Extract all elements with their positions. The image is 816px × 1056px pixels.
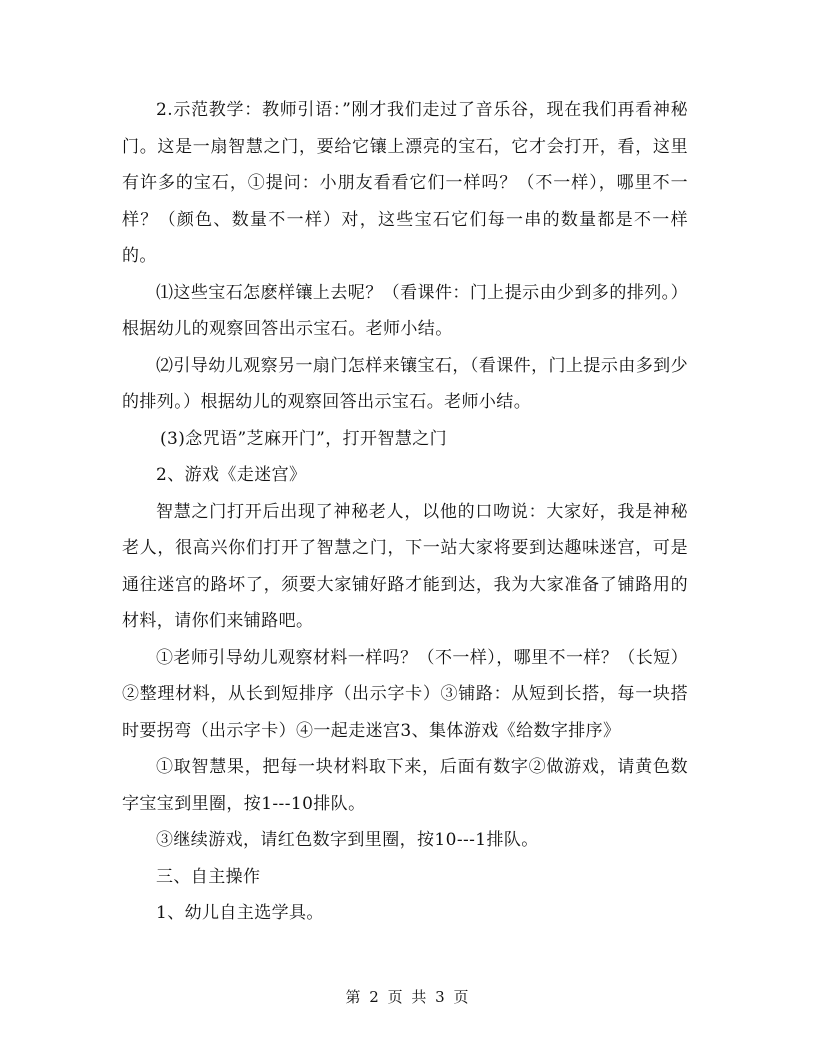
paragraph-guide-materials: ①老师引导幼儿观察材料一样吗？（不一样），哪里不一样？（长短）②整理材料，从长到短排序（出示字卡）③铺路：从短到长搭，每一块搭时要拐弯（出示字卡）④一起走迷宫3、集体游戏《给数字排序》 <box>122 647 688 741</box>
paragraph-section-three: 三、自主操作 <box>156 866 261 887</box>
paragraph-choose-tools: 1、幼儿自主选学具。 <box>156 903 324 923</box>
paragraph-step-2: ⑵引导幼儿观察另一扇门怎样来镶宝石，（看课件，门上提示由多到少的排列。）根据幼儿的观察回答出示宝石。老师小结。 <box>122 355 688 412</box>
paragraph-maze-heading: 2、游戏《走迷宫》 <box>156 465 307 485</box>
paragraph-step-3: (3)念咒语”芝麻开门”，打开智慧之门 <box>160 428 448 449</box>
paragraph-continue-game: ③继续游戏，请红色数字到里圈，按10---1排队。 <box>156 830 539 850</box>
paragraph-wise-door: 智慧之门打开后出现了神秘老人，以他的口吻说：大家好，我是神秘老人，很高兴你们打开了智慧之门，下一站大家将要到达趣味迷宫，可是通往迷宫的路坏了，须要大家铺好路才能到达，我为大家准备了铺路用的材料，请你们来铺路吧。 <box>122 501 688 631</box>
paragraph-step-1: ⑴这些宝石怎麽样镶上去呢？（看课件：门上提示由少到多的排列。）根据幼儿的观察回答出示宝石。老师小结。 <box>122 282 688 339</box>
page-number-footer: 第 2 页 共 3 页 <box>345 988 471 1006</box>
paragraph-demo-teaching: 2.示范教学：教师引语：”刚才我们走过了音乐谷，现在我们再看神秘门。这是一扇智慧之门，要给它镶上漂亮的宝石，它才会打开，看，这里有许多的宝石，①提问：小朋友看看它们一样吗？（不一样），哪里不一样？（颜色、数量不一样）对，这些宝石它们每一串的数量都是不一样的。 <box>122 100 688 266</box>
paragraph-wisdom-fruit: ①取智慧果，把每一块材料取下来，后面有数字②做游戏，请黄色数字宝宝到里圈，按1---10排队。 <box>122 757 688 814</box>
document-body <box>122 92 688 932</box>
